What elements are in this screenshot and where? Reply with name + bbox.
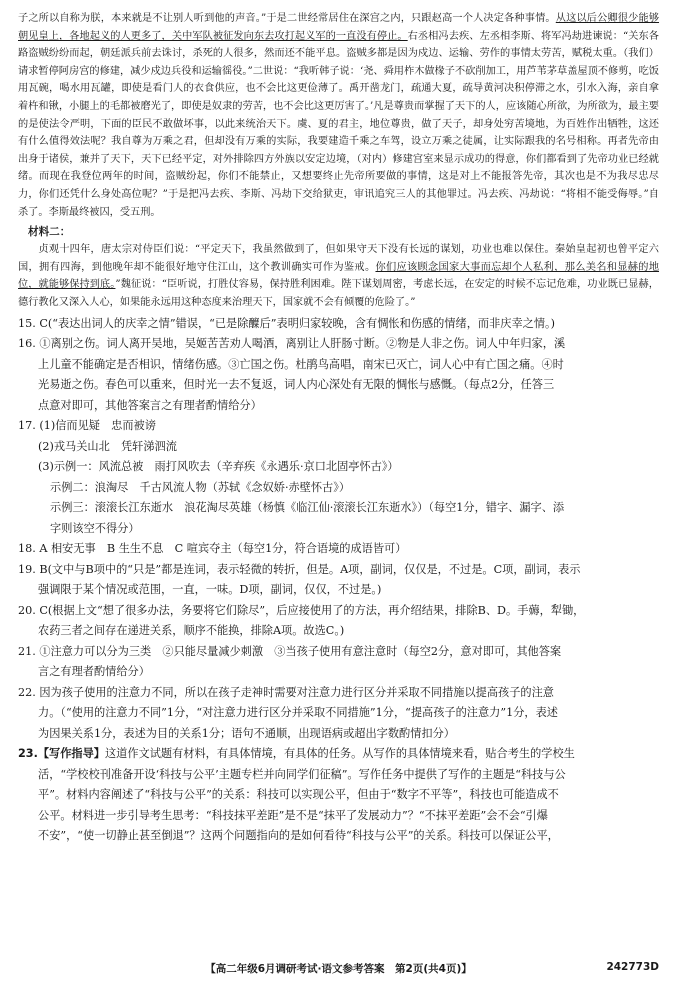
page-footer	[18, 961, 659, 979]
material-two-heading: 材料二：	[28, 226, 71, 239]
answer-line: 16. ①离别之伤。词人离开吴地，吴姬苦苦劝人喝酒，离别让人肝肠寸断。②物是人非之伤。词人中年归家，溪	[18, 337, 566, 350]
answer-line: 18. A 相安无事 B 生生不息 C 喧宾夺主（每空1分，符合语境的成语皆可）	[18, 542, 407, 555]
answer-20	[18, 601, 659, 642]
answer-line: 21. ①注意力可以分为三类 ②只能尽量减少刺激 ③当孩子使用有意注意时（每空2分，意对即可，其他答案	[18, 644, 562, 658]
answer-line: 17. (1)信而见疑 忠而被谤	[18, 419, 156, 432]
answer-line: (3)示例一：风流总被 雨打风吹去（辛弃疾《永遇乐·京口北固亭怀古》）	[38, 460, 399, 473]
answer-line: 公平。材料进一步引导考生思考：“科技抹平差距”是不是“抹平了发展动力”？“不抹平差距”会不会“引爆	[38, 808, 548, 822]
material-one-paragraph	[18, 10, 659, 221]
answer-18	[18, 539, 659, 560]
answer-line: 力。（“使用的注意力不同”1分，“对注意力进行区分并采取不同措施”1分，“提高孩子的注意力”1分，表述	[38, 706, 558, 719]
answer-15	[18, 314, 659, 335]
answer-line: 示例二：浪淘尽 千古风流人物（苏轼《念奴娇·赤壁怀古》）	[50, 480, 351, 494]
material-two-paragraph	[18, 241, 659, 311]
footer-label: 【高二年级6月调研考试·语文参考答案 第2页(共4页)】	[205, 963, 472, 975]
answer-23	[18, 744, 659, 847]
answer-line: 点意对即可，其他答案言之有理者酌情给分）	[38, 398, 262, 412]
answer-17	[18, 416, 659, 539]
material-one-translation	[18, 10, 659, 221]
answer-line: 22. 因为孩子使用的注意力不同，所以在孩子走神时需要对注意力进行区分并采取不同措施以提高孩子的注意	[18, 685, 554, 699]
answer-line: (2)戎马关山北 凭轩涕泗流	[38, 439, 177, 453]
answer-line: 平”。材料内容阐述了“科技与公平”的关系：科技可以实现公平，但由于“数字不平等”，科技也可能造成不	[38, 788, 559, 801]
answer-line: 光易逝之伤。春色可以重来，但时光一去不复返，词人内心深处有无限的惆怅与感慨。（每点2分，任答三	[38, 378, 555, 391]
answer-text: 这道作文试题有材料，有具体情境，有具体的任务。从写作的具体情境来看，贴合考生的学校生	[104, 747, 575, 760]
answer-line: 15. C(“表达出词人的庆幸之情”错误，“已是除醾后”表明归家较晚，含有惆怅和伤感的情绪，而非庆幸之情。)	[18, 316, 555, 330]
answer-line: 20. C(根据上文“想了很多办法，务要将它们除尽”，后应接使用了的方法，再介绍结果，排除B、D。手薅，犁锄，	[18, 603, 585, 617]
underlined-key-sentence: 你们应该顾念国家大事而忘却个人私利，那么美名和显赫的地位，就能够保持到底。	[18, 261, 660, 291]
answer-line	[18, 744, 659, 765]
text-segment: 贞观十四年，唐太宗对侍臣们说：“平定天下，我虽然做到了，但如果守天下没有长远的谋划，功业也难以保住。秦始皇起初也曾平定六国，拥有四海，到他晚年却不能很好地守住江山，这个教训确实可作为鉴戒。	[18, 244, 659, 273]
text-segment: ”魏征说：“臣听说，打胜仗容易，保持胜利困难。陛下谋划周密，考虑长远，在安定的时候不忘记危难，功业既已显赫，德行教化又深入人心，如果能永远用这种态度来治理天下，国家就不会有倾覆的危险了。”	[18, 279, 659, 308]
answer-16	[18, 334, 659, 416]
text-segment: 右丞相冯去疾、左丞相李斯、将军冯劫进谏说：“关东各路盗贼纷纷而起，朝廷派兵前去诛讨，杀死的人很多，然而还不能平息。盗贼多都是因为戍边、运输、劳作的事情太劳苦，赋税太重。（我们）请求暂停阿房宫的修建，减少戍边兵役和运输徭役。”二世说：“我听韩子说：‘尧、舜用柞木做椽子不砍削加工，用芦苇茅草盖屋顶不修剪，吃饭用瓦碗，喝水用瓦罐，即使是看门人的衣食供应，也不会比这更俭薄了。禹开凿龙门，疏通大夏，疏导黄河决积停滞之水，引水入海，亲自拿着杵和锹，小腿上的毛都被磨光了，即使是奴隶的劳苦，也不会比这更厉害了。’凡是尊贵而掌握了天下的人，应该随心所欲，为所欲为，最主要的是使法令严明，下面的臣民不敢做坏事，以此来统治天下。虞、夏的君主，地位尊贵，做了天子，却身处穷苦境地，为百姓作出牺牲，这还有什么值得效法呢？我自尊为万乘之君，但却没有万乘的实际，我要建造千乘之车驾，设立万乘之徒属，让实际跟我的名号相称。再者先帝由出身于诸侯，兼并了天下，天下已经平定，对外排除四方外族以安定边境，（对内）修建宫室来显示成功的得意，你们都看到了先帝功业已经就绪。而现在我登位两年的时间，盗贼纷起，你们不能禁止，又想要终止先帝所要做的事情，这是对上不能报答先帝，其次也是不为我尽忠尽力，你们还凭什么身处高位呢？”于是把冯去疾、李斯、冯劫下交给狱吏，审讯追究三人的其他罪过。冯去疾、冯劫说：“将相不能受侮辱。”自杀了。李斯最终被囚，受五刑。	[18, 30, 659, 218]
document-code: 242773D	[606, 961, 659, 973]
answer-list	[18, 314, 659, 847]
answer-line: 农药三者之间存在递进关系，顺序不能换，排除A项。故选C。)	[38, 624, 345, 637]
answer-line: 19. B(文中与B项中的“只是”都是连词，表示轻微的转折，但是。A项，副词，仅仅是，不过是。C项，副词，表示	[18, 562, 581, 576]
answer-19	[18, 560, 659, 601]
writing-guide-label: 23.【写作指导】	[18, 747, 105, 760]
answer-line: 为因果关系1分，表述为目的关系1分；语句不通顺，出现语病或超出字数酌情扣分）	[38, 726, 455, 740]
answer-line: 强调限于某个情况或范围，一直，一味。D项，副词，仅仅，不过是。)	[38, 583, 382, 596]
answer-line: 字则该空不得分）	[50, 521, 140, 535]
answer-21	[18, 642, 659, 683]
text-segment: 子之所以自称为朕，本来就是不让别人听到他的声音。”于是二世经常居住在深宫之内，只跟赵高一个人决定各种事情。	[18, 13, 556, 24]
answer-line: 活，“学校校刊准备开设‘科技与公平’主题专栏并向同学们征稿”。写作任务中提供了写作的主题是“科技与公	[38, 767, 566, 781]
material-two-translation	[18, 241, 659, 311]
underlined-key-sentence: 从这以后公卿很少能够朝见皇上，各地起义的人更多了，关中军队被征发向东去攻打起义军的一直没有停止。	[18, 13, 660, 42]
answer-22	[18, 683, 659, 745]
answer-line: 言之有理者酌情给分）	[38, 665, 150, 678]
answer-line: 上儿童不能确定是否相识，情绪伤感。③亡国之伤。杜鹃鸟高唱，南宋已灭亡，词人心中有亡国之痛。④时	[38, 357, 564, 371]
answer-line: 示例三：滚滚长江东逝水 浪花淘尽英雄（杨慎《临江仙·滚滚长江东逝水》）（每空1分，错字、漏字、添	[50, 501, 565, 514]
answer-line: 不安”，“使一切静止甚至倒退”？这两个问题指向的是如何看待“科技与公平”的关系。科技可以保证公平，	[38, 829, 559, 842]
